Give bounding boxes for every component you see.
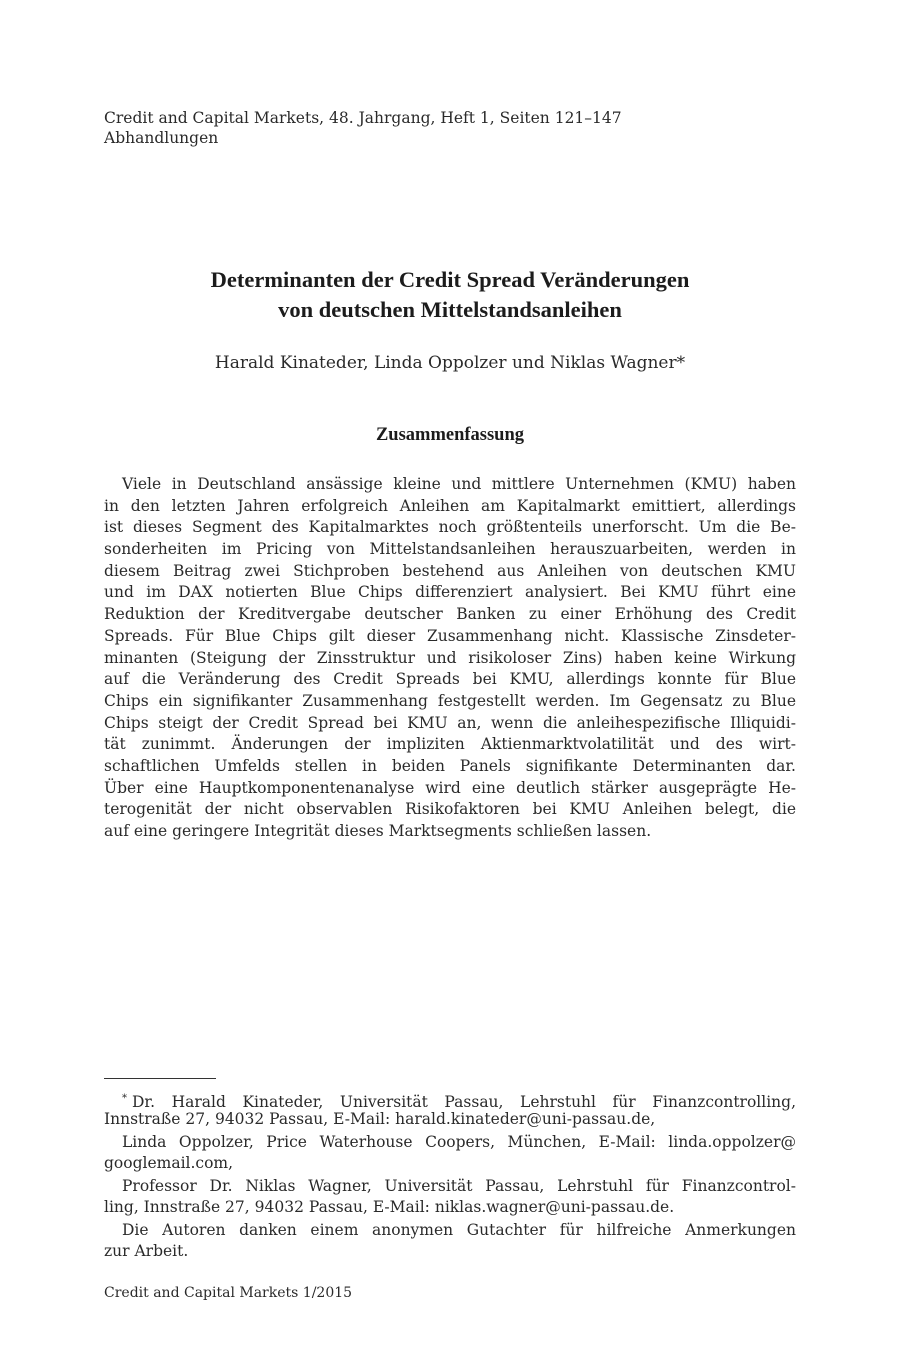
abstract-line: diesem Beitrag zwei Stichproben bestehend aus Anleihen von deutschen KMU bbox=[104, 561, 796, 580]
title-line-1: Determinanten der Credit Spread Veränderungen bbox=[210, 267, 690, 292]
footnote-line: Die Autoren danken einem anonymen Gutachter für hilfreiche Anmerkungen bbox=[122, 1221, 796, 1239]
page-footer: Credit and Capital Markets 1/2015 bbox=[104, 1285, 353, 1301]
abstract-line: terogenität der nicht observablen Risikofaktoren bei KMU Anleihen belegt, die bbox=[104, 800, 796, 819]
abstract-line: Reduktion der Kreditvergabe deutscher Banken zu einer Erhöhung des Credit bbox=[104, 605, 796, 624]
footnote-line: ling, Innstraße 27, 94032 Passau, E-Mail: niklas.wagner@uni-passau.de. bbox=[104, 1198, 675, 1216]
section-label: Abhandlungen bbox=[104, 129, 219, 147]
abstract-line: Viele in Deutschland ansässige kleine und mittlere Unternehmen (KMU) haben bbox=[122, 475, 796, 493]
abstract-line: minanten (Steigung der Zinsstruktur und risikoloser Zins) haben keine Wirkung bbox=[104, 648, 796, 667]
author-list: Harald Kinateder, Linda Oppolzer und Niklas Wagner* bbox=[214, 353, 686, 373]
abstract-line: und im DAX notierten Blue Chips differenziert analysiert. Bei KMU führt eine bbox=[104, 583, 796, 602]
title-line-2: von deutschen Mittelstandsanleihen bbox=[278, 297, 622, 322]
journal-header bbox=[104, 108, 622, 148]
abstract-line: auf eine geringere Integrität dieses Marktsegments schließen lassen. bbox=[104, 822, 652, 840]
abstract-line: ist dieses Segment des Kapitalmarktes noch größtenteils unerforscht. Um die Be- bbox=[104, 518, 796, 537]
article-title bbox=[0, 265, 900, 325]
abstract-line: Chips steigt der Credit Spread bei KMU an, wenn die anleihespezifische Illiquidi- bbox=[104, 713, 796, 732]
footnote-line: zur Arbeit. bbox=[104, 1242, 189, 1260]
abstract-line: schaftlichen Umfelds stellen in beiden Panels signifikante Determinanten dar. bbox=[104, 756, 796, 775]
footnote-line: Professor Dr. Niklas Wagner, Universität Passau, Lehrstuhl für Finanzcontrol- bbox=[122, 1177, 796, 1195]
footnote-text: Dr. Harald Kinateder, Universität Passau, Lehrstuhl für Finanzcontrolling, bbox=[132, 1093, 796, 1111]
footnote-line: Innstraße 27, 94032 Passau, E-Mail: harald.kinateder@uni-passau.de, bbox=[104, 1110, 656, 1128]
abstract-heading: Zusammenfassung bbox=[375, 425, 525, 445]
footnote-line bbox=[104, 1088, 796, 1109]
abstract-line: in den letzten Jahren erfolgreich Anleihen am Kapitalmarkt emittiert, allerdings bbox=[104, 496, 796, 515]
abstract-line: Spreads. Für Blue Chips gilt dieser Zusammenhang nicht. Klassische Zinsdeter- bbox=[104, 626, 796, 645]
abstract-body bbox=[104, 474, 796, 843]
abstract-line: Chips ein signifikanter Zusammenhang festgestellt werden. Im Gegensatz zu Blue bbox=[104, 691, 796, 710]
journal-citation: Credit and Capital Markets, 48. Jahrgang, Heft 1, Seiten 121–147 bbox=[104, 109, 622, 127]
abstract-line: sonderheiten im Pricing von Mittelstandsanleihen herauszuarbeiten, werden in bbox=[104, 540, 796, 559]
abstract-line: tät zunimmt. Änderungen der impliziten Aktienmarktvolatilität und des wirt- bbox=[104, 735, 796, 754]
footnote-line: googlemail.com, bbox=[104, 1154, 234, 1172]
footnotes bbox=[104, 1088, 796, 1264]
footnote-line: Linda Oppolzer, Price Waterhouse Coopers, München, E-Mail: linda.oppolzer@ bbox=[122, 1133, 796, 1151]
abstract-line: auf die Veränderung des Credit Spreads bei KMU, allerdings konnte für Blue bbox=[104, 670, 796, 689]
footnote-marker: * bbox=[122, 1093, 127, 1104]
footnote-author-2 bbox=[104, 1132, 796, 1174]
footnote-author-1 bbox=[104, 1088, 796, 1130]
footnote-author-3 bbox=[104, 1176, 796, 1218]
abstract-line: Über eine Hauptkomponentenanalyse wird eine deutlich stärker ausgeprägte He- bbox=[104, 778, 796, 797]
footnote-acknowledgement bbox=[104, 1220, 796, 1262]
footnote-divider bbox=[104, 1078, 216, 1079]
